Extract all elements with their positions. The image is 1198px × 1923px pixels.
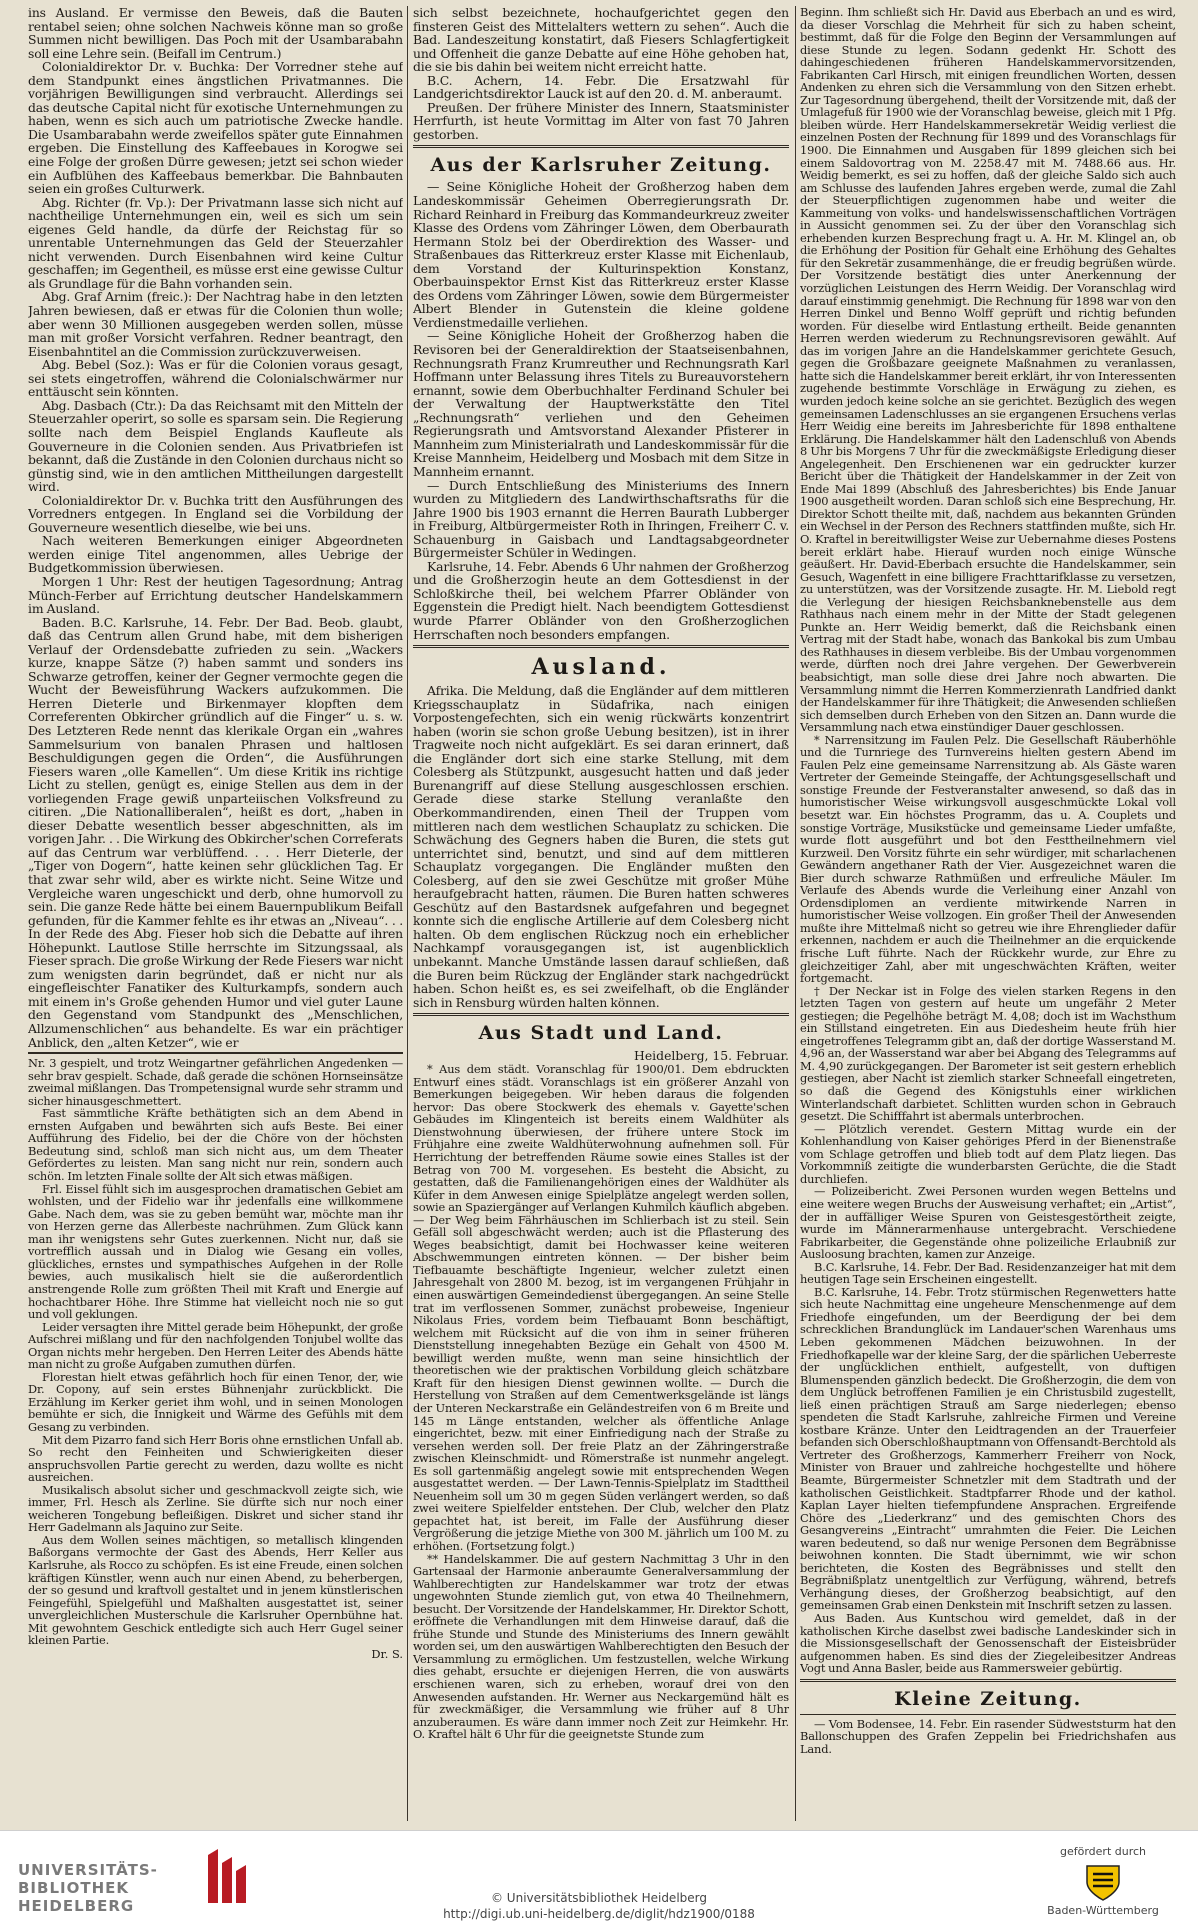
article-paragraph: * Narrensitzung im Faulen Pelz. Die Gesellschaft Räuberhöhle und die Turnriege des Turnvereins hielten gestern Abend im Faulen Pelz eine gemeinsame Narrensitzung ab. Als Gäste waren Vertreter der Gemeinde Steingaffe, der Achtungsgesellschaft und sonstige Freunde der Festveranstalter anwesend, so daß das in humoristischer Weise wirkungsvoll ausgeschmückte Lokal voll besetzt war. Ein höchstes Programm, das u. A. Couplets und sonstige Vorträge, Musikstücke und gemeinsame Lieder umfaßte, wurde flott ausgeführt und bot den Festtheilnehmern viel Kurzweil. Den Vorsitz führte ein sehr würdiger, mit scharlachenen Gewändern angethaner Rath der Vier. Ausgezeichnet waren die Bier durch schwarze Rathmüßen und erfreuliche Mäuler. Im Verlaufe des Abends wurde die Verleihung einer Anzahl von Ordensdiplomen an verdiente mitwirkende Narren in humoristischer Weise vollzogen. Ein großer Theil der Anwesenden mußte ihre Mittelmaß nicht so getreu wie ihre Ehrenglieder dafür erkennen, nachdem er auch die Theilnehmer an die erquickende frische Luft führte. Nach der Rückkehr wurde, zur Ehre zu gleichzeitiger Zahl, aber mit ungeschwächten Kräften, weiter fortgemacht. (800, 732, 1176, 986)
section-heading-kleine-zeitung: Kleine Zeitung. (894, 1687, 1082, 1710)
feuilleton-paragraph: Florestan hielt etwas gefährlich hoch für einen Tenor, der, wie Dr. Copony, auf sein erstes Bühnenjahr zurückblickt. Die Erzählung im Kerker geriet ihm wohl, und in seinen Monologen bemühte er sich, die Innigkeit und Wärme des Gefühls mit dem Gesang zu verbinden. (28, 1369, 403, 1434)
article-paragraph: — Seine Königliche Hoheit der Großherzog haben dem Landeskommissär Geheimen Oberregierungsrath Dr. Richard Reinhard in Freiburg das Kommandeurkreuz zweiter Klasse des Ordens vom Zähringer Löwen, dem Oberbaurath Hermann Stolz bei der Oberdirektion des Wasser- und Straßenbaues das Ritterkreuz erster Klasse mit Eichenlaub, dem Vorstand der Kulturinspektion Konstanz, Oberbauinspektor Ernst Kist das Ritterkreuz erster Klasse des Ordens vom Zähringer Löwen, sowie dem Bürgermeister Albert Blender in Gutenstein die kleine goldene Verdienstmedaille verliehen. (413, 179, 789, 330)
university-name-line: UNIVERSITÄTS- (18, 1861, 158, 1879)
article-paragraph: Abg. Bebel (Soz.): Was er für die Colonien voraus gesagt, sei stets eingetroffen, während die Colonialschwärmer nur enttäuscht sein könnten. (28, 357, 403, 400)
funding-name: Baden-Württemberg (1047, 1904, 1159, 1917)
university-name-line: BIBLIOTHEK (18, 1879, 129, 1897)
feuilleton-signature: Dr. S. (371, 1646, 403, 1661)
dateline: Heidelberg, 15. Februar. (634, 1048, 789, 1064)
article-paragraph: ins Ausland. Er vermisse den Beweis, daß die Bauten rentabel seien; ohne solchen Nachweis könne man so große Summen nicht bewilligen. Das Poch mit der Usambarabahn soll eine Lehre sein. (Beifall im Centrum.) (28, 6, 403, 61)
article-paragraph: Aus Baden. Aus Kuntschou wird gemeldet, daß in der katholischen Kirche daselbst zwei badische Landeskinder sich in die Missionsgesellschaft der Genossenschaft der Eisteisbrüder aufgenommen haben. Es sind dies der Ziegeleibesitzer Andreas Vogt und Anna Basler, beide aus Rammersweier gebürtig. (800, 1611, 1176, 1676)
article-paragraph: Beginn. Ihm schließt sich Hr. David aus Eberbach an und es wird, da dieser Vorschlag die Mehrheit für sich zu haben scheint, bestimmt, daß für die Folge den Beginn der Versammlungen auf diese Stunde zu legen. Sodann gedenkt Hr. Schott des dahingeschiedenen früheren Handelskammervorsitzenden, Fabrikanten Carl Hirsch, mit einigen freundlichen Worten, dessen Andenken zu ehren sich die Versammlung von den Sitzen erhebt. Zur Tagesordnung übergehend, theilt der Vorsitzende mit, daß der Umlagefuß für 1900 wie der Voranschlag beweise, gleich mit 1 Pfg. bleiben würde. Herr Handelskammersekretär Weidig verliest die einzelnen Posten der Rechnung für 1899 und des Voranschlags für 1900. Die Einnahmen und Ausgaben für 1899 gleichen sich bei einem Saldovortrag von M. 2258.47 mit M. 7488.66 aus. Hr. Weidig bemerkt, es sei zu hoffen, daß der gleiche Saldo sich auch am Schlusse des laufenden Jahres ergeben werde, zumal die Zahl der Steuerpflichtigen zugenommen habe und weiter die Kammeitung von volks- und handelswissenschaftlichen Vorträgen in Aussicht genommen sei. Zu der über den Voranschlag sich erhebenden kurzen Besprechung fragt u. A. Hr. M. Klingel an, ob die Erhöhung der Position für Gehalt eine Erhöhung des Gehaltes für den Sekretär zusammenhänge, die er freudig begrüßen würde. Der Vorsitzende bestätigt dies unter Anerkennung der vorzüglichen Leistungen des Herrn Weidig. Der Voranschlag wird darauf einstimmig genehmigt. Die Rechnung für 1898 war von den Herren Dinkel und Benno Wolff geprüft und richtig befunden worden. Für dieselbe wird Entlastung ertheilt. Beide genannten Herren werden wiederum zu Rechnungsrevisoren gewählt. Auf das im vorigen Jahre an die Handelskammer gerichtete Gesuch, gegen die Großbazare geeignete Maßnahmen zu veranlassen, hatte sich die Handelskammer bereit erklärt, ihr von Interessenten zugehende bestimmte Vorschläge in Erwägung zu ziehen, es wurden jedoch keine solche an sie gerichtet. Bezüglich des wegen gemeinsamen Ladenschlusses an sie ergangenen Ersuchens verlas Herr Weidig eine bereits im Jahresberichte für 1898 enthaltene Erklärung. Die Handelskammer hält den Ladenschluß von Abends 8 Uhr bis Morgens 7 Uhr für die zweckmäßigste Erledigung dieser Angelegenheit. Den Erschienenen war ein gedruckter kurzer Bericht über die Thätigkeit der Handelskammer in der Zeit von Ende Mai 1899 (Abschluß des Jahresberichtes) bis Ende Januar 1900 ausgetheilt worden. Daran schloß sich eine Besprechung, Hr. Direktor Schott theilte mit, daß, nachdem aus bekannten Gründen ein Wechsel in der Person des Rechners stattfinden mußte, sich Hr. O. Kraftel in bereitwilligster Weise zur Uebernahme dieses Postens bereit erklärt habe. Hierauf wurden noch einige Wünsche geäußert. Hr. David-Eberbach ersuchte die Handelskammer, sein Gesuch, Wagenfett in eine billigere Frachttarifklasse zu versetzen, zu unterstützen, was der Vorsitzende zusagte. Hr. M. Liebold regt die Verlegung der hiesigen Reichsbanknebenstelle aus dem Rathhaus nach einem mehr in der Mitte der Stadt gelegenen Punkte an. Herr Weidig bemerkt, daß die Reichsbank einen Vertrag mit der Stadt habe, wonach das Bankokal bis zum Umbau des Rathhauses in diesem verbleibe. Bis der Umbau vorgenommen werde, dürften noch drei Jahre vergehen. Der Gewerbverein beabsichtigt, man solle diese drei Jahre noch abwarten. Die Versammlung nimmt die Herren Kommerzienrath Landfried dankt der Handelskammer für ihre Thätigkeit; die Anwesenden schließen sich demselben durch Erheben von den Sitzen an. Dann wurde die Versammlung nach etwa einstündiger Dauer geschlossen. (800, 6, 1176, 735)
article-paragraph: † Der Neckar ist in Folge des vielen starken Regens in den letzten Tagen von gestern auf heute um ungefähr 2 Meter gestiegen; die Pegelhöhe beträgt M. 4,08; doch ist im Wachsthum ein Stillstand eingetreten. Ein aus Diedesheim heute früh hier eingetroffenes Telegramm gibt an, daß der dortige Wasserstand M. 4,96 an, der Wasserstand war aber bei Abgang des Telegramms auf M. 4,90 zurückgegangen. Der Barometer ist seit gestern erheblich gestiegen, aber Nacht ist ziemlich starker Schneefall eingetreten, so daß die Gegend des Königstuhls einer wirklichen Winterlandschaft darbietet. Schlitten wurden schon in Gebrauch gesetzt. Die Schifffahrt ist abermals unterbrochen. (800, 983, 1176, 1124)
feuilleton (28, 1057, 403, 1661)
article-paragraph: — Vom Bodensee, 14. Febr. Ein rasender Südweststurm hat den Ballonschuppen des Grafen Zeppelin bei Friedrichshafen aus Land. (800, 1716, 1176, 1756)
article-paragraph: ** Handelskammer. Die auf gestern Nachmittag 3 Uhr in den Gartensaal der Harmonie anberaumte Generalversammlung der Wahlberechtigten zur Handelskammer war trotz der etwas ungewohnten Stunde ziemlich gut, von etwa 40 Theilnehmern, besucht. Der Vorsitzende der Handelskammer, Hr. Direktor Schott, eröffnete die Verhandlungen mit dem Hinweise darauf, daß die frühe Stunde und Stunde des Ministeriums des Innern gewählt worden sei, um den auswärtigen Wahlberechtigten den Besuch der Versammlung zu ermöglichen. Um festzustellen, welche Wirkung dies gehabt, ersuchte er diejenigen Herren, die von auswärts erschienen waren, sich zu erheben, worauf drei von den Anwesenden aufstanden. Hr. Werner aus Neckargemünd hält es für zweckmäßiger, die Versammlung wie früher auf 8 Uhr anzuberaumen. Es wäre dann immer noch Zeit zur Heimkehr. Hr. O. Kraftel hält 6 Uhr für die geeignetste Stunde zum (413, 1551, 789, 1742)
article-paragraph: Morgen 1 Uhr: Rest der heutigen Tagesordnung; Antrag Münch-Ferber auf Errichtung deutscher Handelskammern im Ausland. (28, 573, 403, 617)
feuilleton-paragraph: Frl. Eissel fühlt sich im ausgesprochen dramatischen Gebiet am wohlsten, und der Fidelio war ihr jedenfalls eine willkommene Gabe. Nach dem, was sie zu geben bemüht war, möchte man ihr von Herzen gerne das Allerbeste nachrühmen. Zum Glück kann man ihr wenigstens sehr Gutes zuerkennen. Nicht nur, daß sie vortrefflich aussah und in Dialog wie Gesang ein volles, glückliches, ernstes und sympathisches Aufgehen in der Rolle bewies, auch musikalisch hielt sie die außerordentlich anstrengende Rolle zum größten Theil mit Kraft und Energie auf hochachtbarer Höhe. Ihre Stimme hat vielleicht noch nie so gut und voll geklungen. (28, 1181, 403, 1322)
feuilleton-paragraph: Leider versagten ihre Mittel gerade beim Höhepunkt, der große Aufschrei mißlang und für den nachfolgenden Tonjubel wollte das Organ nichts mehr hergeben. Den Herren Leiter des Abends hätte man nicht zu große Aufgaben zumuthen dürfen. (28, 1319, 403, 1372)
article-paragraph: B.C. Achern, 14. Febr. Die Ersatzwahl für Landgerichtsdirektor Lauck ist auf den 20. d. M. anberaumt. (413, 72, 789, 102)
section-divider (413, 645, 789, 648)
article-paragraph: — Seine Königliche Hoheit der Großherzog haben die Revisoren bei der Generaldirektion der Staatseisenbahnen, Rechnungsrath Franz Krumreuther und Rechnungsrath Karl Hoffmann unter Belassung ihres Titels zu Bureauvorstehern ernannt, sowie dem Oberbuchhalter Ferdinand Schuler bei der Verwaltung der Hauptwerkstätte den Titel „Rechnungsrath“ verliehen und den Geheimen Regierungsrath und Amtsvorstand Alexander Pfisterer in Mannheim zum Ministerialrath und Landeskommissär für die Kreise Mannheim, Heidelberg und Mosbach mit dem Sitze in Mannheim ernannt. (413, 328, 789, 479)
section-divider (413, 1013, 789, 1016)
feuilleton-paragraph: Musikalisch absolut sicher und geschmackvoll zeigte sich, wie immer, Frl. Hesch als Zerline. Sie dürfte sich nur noch einer weicheren Tongebung befleißigen. Diskret und sicher stand ihr Herr Gadelmann als Jaquino zur Seite. (28, 1482, 403, 1535)
article-paragraph: B.C. Karlsruhe, 14. Febr. Trotz stürmischen Regenwetters hatte sich heute Nachmittag eine ungeheure Menschenmenge auf dem Friedhofe eingefunden, um der Beerdigung der bei dem schrecklichen Brandunglück im Landauer'schen Warenhaus ums Leben gekommenen Mädchen beizuwohnen. In der Friedhofkapelle war der kleine Sarg, der die spärlichen Ueberreste der unglücklichen enthielt, aufgestellt, von duftigen Blumenspenden gänzlich bedeckt. Die Großherzogin, die dem von dem Unglück betroffenen Familien je ein Christusbild zugestellt, ließ einen prächtigen Strauß am Sarge niederlegen; ebenso spendeten die Stadt Karlsruhe, zahlreiche Firmen und Vereine kostbare Kränze. Unter den Leidtragenden an der Trauerfeier befanden sich Oberschloßhauptmann von Offensandt-Berchtold als Vertreter des Großherzogs, Kammerherr Freiherr von Nock, Minister von Brauer und zahlreiche hochgestellte und höhere Beamte, Bürgermeister Schnetzler mit dem Stadtrath und der katholischen Geistlichkeit. Stadtpfarrer Rhode und der kathol. Kaplan Layer hielten tiefempfundene Ansprachen. Ergreifende Chöre des „Liederkranz“ und des gemischten Chors des Gesangvereins „Eintracht“ umrahmten die Feier. Die Leichen waren bedeutend, so daß nur wenige Personen dem Begräbnisse beiwohnen konnten. Die Stadt übernimmt, wie wir schon berichteten, die Kosten des Begräbnisses und stellt den Begräbnißplatz unentgeltlich zur Verfügung, während, betrefs Verhängung dieses, der Großherzog beabsichtigt, auf den gemeinsamen Grab einen Denkstein mit Inschrift setzen zu lassen. (800, 1284, 1176, 1613)
article-paragraph: Abg. Graf Arnim (freic.): Der Nachtrag habe in den letzten Jahren bewiesen, daß er etwas für die Colonien thun wolle; aber wenn 30 Millionen ausgegeben werden sollen, müsse man mit großer Vorsicht verfahren. Redner beantragt, den Eisenbahntitel an die Commission zurückzuverweisen. (28, 289, 403, 359)
article-paragraph: — Plötzlich verendet. Gestern Mittag wurde ein der Kohlenhandlung von Kaiser gehöriges Pferd in der Bienenstraße vom Schlage getroffen und blieb todt auf dem Platz liegen. Das Vorkommniß zeitigte die wunderbarsten Gerüchte, die die Stadt durchliefen. (800, 1121, 1176, 1186)
section-heading-stadt-und-land: Aus Stadt und Land. (478, 1022, 724, 1045)
feuilleton-divider (28, 1052, 403, 1054)
article-paragraph: Colonialdirektor Dr. v. Buchka: Der Vorredner stehe auf dem Standpunkt eines ängstlichen Privatmannes. Die vorjährigen Bewilligungen sind verbraucht. Allerdings sei das deutsche Capital nicht für exotische Unternehmungen zu haben, wenn es sich auch um patriotische Zwecke handle. Die Usambarabahn werde zweifellos später gute Einnahmen ergeben. Die Einstellung des Kaffeebaues in Korogwe sei eine Folge der großen Dürre gewesen; jetzt sei schon wieder ein Aufblühen des Kaffeebaus bemerkbar. Die Bahnbauten seien ein großes Culturwerk. (28, 59, 403, 197)
funding-label: gefördert durch (1059, 1845, 1147, 1858)
feuilleton-paragraph: Mit dem Pizarro fand sich Herr Boris ohne ernstlichen Unfall ab. So recht den Feinheiten und Schwierigkeiten dieser anspruchsvollen Partie gerecht zu werden, dazu wollte es nicht ausreichen. (28, 1432, 403, 1485)
feuilleton-paragraph: Aus dem Wollen seines mächtigen, so metallisch klingenden Baßorgans vermochte der Gast des Abends, Herr Keller aus Karlsruhe, als Rocco zu schöpfen. Es ist eine Freude, einen solchen kräftigen Künstler, wenn auch nur einen Abend, zu beherbergen, der so gesund und kraftvoll gestaltet und in jenem künstlerischen Feingefühl, Spielgefühl und Maßhalten ausgestattet ist, seiner unvergleichlichen Musterschule die Karlsruher Opernbühne hat. Mit gewohntem Geschick entledigte sich auch Herr Gugel seiner kleinen Partie. (28, 1532, 403, 1648)
article-paragraph: Baden. B.C. Karlsruhe, 14. Febr. Der Bad. Beob. glaubt, daß das Centrum allen Grund habe, mit dem bisherigen Verlauf der Ordensdebatte zufrieden zu sein. „Wackers kurze, knappe Sätze (?) haben sammt und sonders ins Schwarze getroffen, keiner der Gegner vermochte gegen die Wucht der Beweisführung Wackers aufzukommen. Die Herren Dieterle und Birkenmayer klopften dem Correferenten Obkircher gründlich auf die Finger“ u. s. w. Des Letzteren Rede nennt das klerikale Organ ein „wahres Sammelsurium von banalen Phrasen und haltlosen Beschuldigungen gegen die Orden“, die Ausführungen Fiesers waren „olle Kamellen“. Um diese Kritik ins richtige Licht zu stellen, genügt es, einige Stellen aus dem in der vorliegenden Frage gewiß unparteiischen Volksfreund zu citiren. „Die Nationalliberalen“, heißt es dort, „haben in dieser Debatte wesentlich besser abgeschnitten, als im vorigen Jahr. . . Die Wirkung des Obkircher'schen Correferats auf das Centrum war verblüffend. . . . Herr Dieterle, der „Tiger von Dogern“, hatte keinen sehr glücklichen Tag. Er that zwar sehr wild, aber es wirkte nicht. Seine Witze und Vergleiche waren ungeschickt und derb, ohne humorvoll zu sein. Die ganze Rede hätte bei einem Bauernpublikum Beifall gefunden, für die Kammer fehlte es ihr etwas an „Niveau“. . . In der Rede des Abg. Fieser hob sich die Debatte auf ihren Höhepunkt. Lautlose Stille herrschte im Sitzungssaal, als Fieser sprach. Die große Wirkung der Rede Fiesers war nicht zum wenigsten darin begründet, daß er nicht nur als eingefleischter Fanatiker des Kulturkampfs, sondern auch mit einem in's Große gehenden Humor und viel guter Laune den Gegenstand vom Standpunkt des „Menschlichen, Allzumenschlichen“ aus behandelte. Es war ein prächtiger Anblick, den „alten Ketzer“, wie er (28, 614, 403, 1050)
article-paragraph: B.C. Karlsruhe, 14. Febr. Der Bad. Residenzanzeiger hat mit dem heutigen Tage sein Erscheinen eingestellt. (800, 1259, 1176, 1287)
permalink[interactable]: http://digi.ub.uni-heidelberg.de/diglit/hdz1900/0188 (443, 1907, 755, 1921)
article-paragraph: — Durch Entschließung des Ministeriums des Innern wurden zu Mitgliedern des Landwirthschaftsraths für die Jahre 1900 bis 1903 ernannt die Herren Baurath Lubberger in Freiburg, Altbürgermeister Roth in Ihringen, Freiherr C. v. Schauenburg in Gaisbach und Landtagsabgeordneter Bürgermeister Schüler in Wedingen. (413, 477, 789, 561)
funding-notice (1028, 1845, 1178, 1917)
article-paragraph: — Polizeibericht. Zwei Personen wurden wegen Bettelns und eine weitere wegen Bruchs der Ausweisung verhaftet; ein „Artist“, der in auffälliger Weise Spuren von Geistesgestörtheit zeigte, wurde im Männerarmenhause untergebracht. Verschiedene Fabrikarbeiter, die Gegenstände ohne polizeiliche Erlaubniß zur Ausloosung brachten, kamen zur Anzeige. (800, 1184, 1176, 1262)
article-paragraph: Afrika. Die Meldung, daß die Engländer auf dem mittleren Kriegsschauplatz in Südafrika, nach einigen Vorpostengefechten, sich ein wenig rückwärts konzentrirt haben (worin sie schon große Uebung besitzen), ist in ihrer Tragweite noch nicht aufgeklärt. Es sei daran erinnert, daß die Engländer dort sich eine starke Stellung, mit dem Colesberg als Stützpunkt, ausgesucht hatten und daß jeder Burenangriff auf diese Stellung ausgeschlossen erschien. Gerade diese starke Stellung veranlaßte den Oberkommandirenden, einen Theil der Truppen vom mittleren nach dem westlichen Schauplatz zu schicken. Die Schwächung des Gegners haben die Buren, die stets gut unterrichtet sind, benutzt, und sind auf dem mittleren Schauplatz vorgegangen. Die Engländer mußten den Colesberg, auf den sie zwei Geschütze mit großer Mühe heraufgebracht hatten, räumen. Die Buren hatten schweres Geschütz auf den Bastardsnek aufgefahren und begegnet konnte sich die englische Artillerie auf dem Colesberg nicht halten. Ob dem englischen Rückzug noch ein erheblicher Nachkampf vorausgegangen ist, ist augenblicklich unbekannt. Manche Umstände lassen darauf schließen, daß die Buren beim Rückzug der Engländer stark nachgedrückt haben. Schon heißt es, es sei zweifelhaft, ob die Engländer sich in Rensburg würden halten können. (413, 683, 789, 1010)
article-paragraph: sich selbst bezeichnete, hochaufgerichtet gegen den finsteren Geist des Mittelalters wettern zu sehen“. Auch die Bad. Landeszeitung konstatirt, daß Fiesers Schlagfertigkeit und Offenheit die ganze Debatte auf eine Höhe gehoben hat, die sie bis dahin bei weitem nicht erreicht hatte. (413, 6, 789, 75)
article-paragraph: * Aus dem städt. Voranschlag für 1900/01. Dem ebdruckten Entwurf eines städt. Voranschlags ist ein größerer Anzahl von Bemerkungen beigegeben. Wir heben daraus die folgenden hervor: Das obere Stockwerk des ehemals v. Gayette'schen Gebäudes im Klingenteich ist bereits einem Waldhüter als Dienstwohnung überwiesen, der frühere untere Stock im Frühjahre eine zweite Waldhüterwohnung aufnehmen soll. Für Herrichtung der betreffenden Räume sowie eines Stalles ist der Betrag von 700 M. vorgesehen. Es besteht die Absicht, zu gestatten, daß die Familienangehörigen eines der Waldhüter als Küfer in dem Anwesen einige Spielplätze angelegt werden sollen, sowie an Spaziergänger auf Verlangen Kuhmilch käuflich abgeben. — Der Weg beim Fährhäuschen im Schlierbach ist zu steil. Sein Gefäll soll abgeschwächt werden; auch ist die Pflasterung des Weges beabsichtigt, damit bei Hochwasser keine weiteren Abschwemmungen eintreten können. — Der bisher beim Tiefbauamte beschäftigte Ingenieur, welcher zuletzt einen Jahresgehalt von 2800 M. bezog, ist im vergangenen Frühjahr in einen auswärtigen Gemeindedienst übergegangen. An seine Stelle trat im verflossenen Sommer, zunächst probeweise, Ingenieur Nikolaus Fries, vordem beim Tiefbauamt Bonn beschäftigt, welchem mit Rücksicht auf die von ihm in seiner früheren Dienststellung innegehabten Bezüge ein Gehalt von 4500 M. bewilligt werden mußte, wenn man seine hinsichtlich der theoretischen wie der praktischen Vorbildung gleich schätzbare Kraft für den hiesigen Dienst gewinnen wollte. — Durch die Herstellung von Straßen auf dem Cementwerksgelände ist längs der Unteren Neckarstraße ein Geländestreifen von 6 m Breite und 145 m Länge entstanden, welcher als öffentliche Anlage eingerichtet, bezw. mit einer Einfriedigung nach der Straße zu versehen werden soll. Der freie Platz an der Zähringerstraße zwischen Kleinschmidt- und Römerstraße ist nunmehr angelegt. Es soll gartenmäßig angelegt sowie mit entsprechenden Wegen ausgestattet werden. — Der Lawn-Tennis-Spielplatz im Stadttheil Neuenheim soll um 30 m gegen Süden verlängert werden, so daß zwei weitere Spielfelder entstehen. Der Club, welcher den Platz gepachtet hat, ist bereit, im Falle der Ausführung dieser Vergrößerung die jetzige Miethe von 300 M. jährlich um 100 M. zu erhöhen. (Fortsetzung folgt.) (413, 1062, 789, 1553)
article-paragraph: Colonialdirektor Dr. v. Buchka tritt den Ausführungen des Vorredners entgegen. In England sei die Vorbildung der Gouverneure wesentlich dieselbe, wie bei uns. (28, 492, 403, 535)
article-paragraph: Abg. Richter (fr. Vp.): Der Privatmann lasse sich nicht auf nachtheilige Unternehmungen ein, weil es sich um sein eigenes Geld handle, da dürfe der Reichstag für so unrentable Unternehmungen das Geld der Steuerzahler nicht verwenden. Durch Eisenbahnen wird keine Cultur geschaffen; im Gegentheil, es müsse erst eine gewisse Cultur als Grundlage für die Bahn vorhanden sein. (28, 194, 403, 291)
section-divider (800, 1679, 1176, 1682)
section-divider (800, 1714, 1176, 1715)
digitization-footer (0, 1830, 1198, 1923)
article-paragraph: Preußen. Der frühere Minister des Innern, Staatsminister Herrfurth, ist heute Vormittag im Alter von fast 70 Jahren gestorben. (413, 99, 789, 142)
column-rule (795, 6, 796, 1821)
column-rule (407, 6, 408, 1821)
article-paragraph: Abg. Dasbach (Ctr.): Da das Reichsamt mit den Mitteln der Steuerzahler operirt, so solle es sparsam sein. Die Regierung sollte nach dem Beispiel Englands Kaufleute als Gouverneure in die Colonien senden. Aus Privatbriefen ist bekannt, daß die Zustände in den Colonien durchaus nicht so günstig sind, wie in den amtlichen Mittheilungen dargestellt wird. (28, 397, 403, 495)
article-paragraph: Karlsruhe, 14. Febr. Abends 6 Uhr nahmen der Großherzog und die Großherzogin heute an dem Gottesdienst in der Schloßkirche theil, bei welchem Pfarrer Obländer von Eggenstein die Predigt hielt. Nach beendigtem Gottesdienst wurde Pfarrer Obländer von den Großherzoglichen Herrschaften noch besonders empfangen. (413, 558, 789, 642)
section-heading-ausland: Ausland. (531, 654, 671, 681)
column-3 (800, 6, 1176, 1821)
feuilleton-paragraph: Fast sämmtliche Kräfte bethätigten sich an dem Abend in ernsten Aufgaben und bewährten sich aufs Beste. Bei einer Aufführung des Fidelio, bei der die Chöre von der höchsten Bedeutung sind, schloß man sich nicht aus, um dem Theater Gefördertes zu leisten. Man sang nicht nur rein, sondern auch schön. Im letzten Finale sollte der Alt sich etwas mäßigen. (28, 1106, 403, 1184)
coat-of-arms-icon (1081, 1862, 1125, 1902)
copyright-notice: © Universitätsbibliothek Heidelberg (490, 1891, 707, 1905)
section-heading-karlsruher-zeitung: Aus der Karlsruher Zeitung. (430, 154, 772, 177)
article-paragraph: Nach weiteren Bemerkungen einiger Abgeordneten werden einige Titel angenommen, alles Uebrige der Budgetkommission überwiesen. (28, 533, 403, 576)
university-name-line: HEIDELBERG (18, 1897, 135, 1915)
column-1 (28, 6, 403, 1821)
column-2 (413, 6, 789, 1821)
section-divider (413, 145, 789, 148)
feuilleton-paragraph: Nr. 3 gespielt, und trotz Weingartner gefährlichen Angedenken — sehr brav gespielt. Schade, daß gerade die schönen Hornseinsätze zweimal mißlangen. Das Trompetensignal wurde sehr stramm und sicher hinausgeschmettert. (28, 1056, 403, 1108)
